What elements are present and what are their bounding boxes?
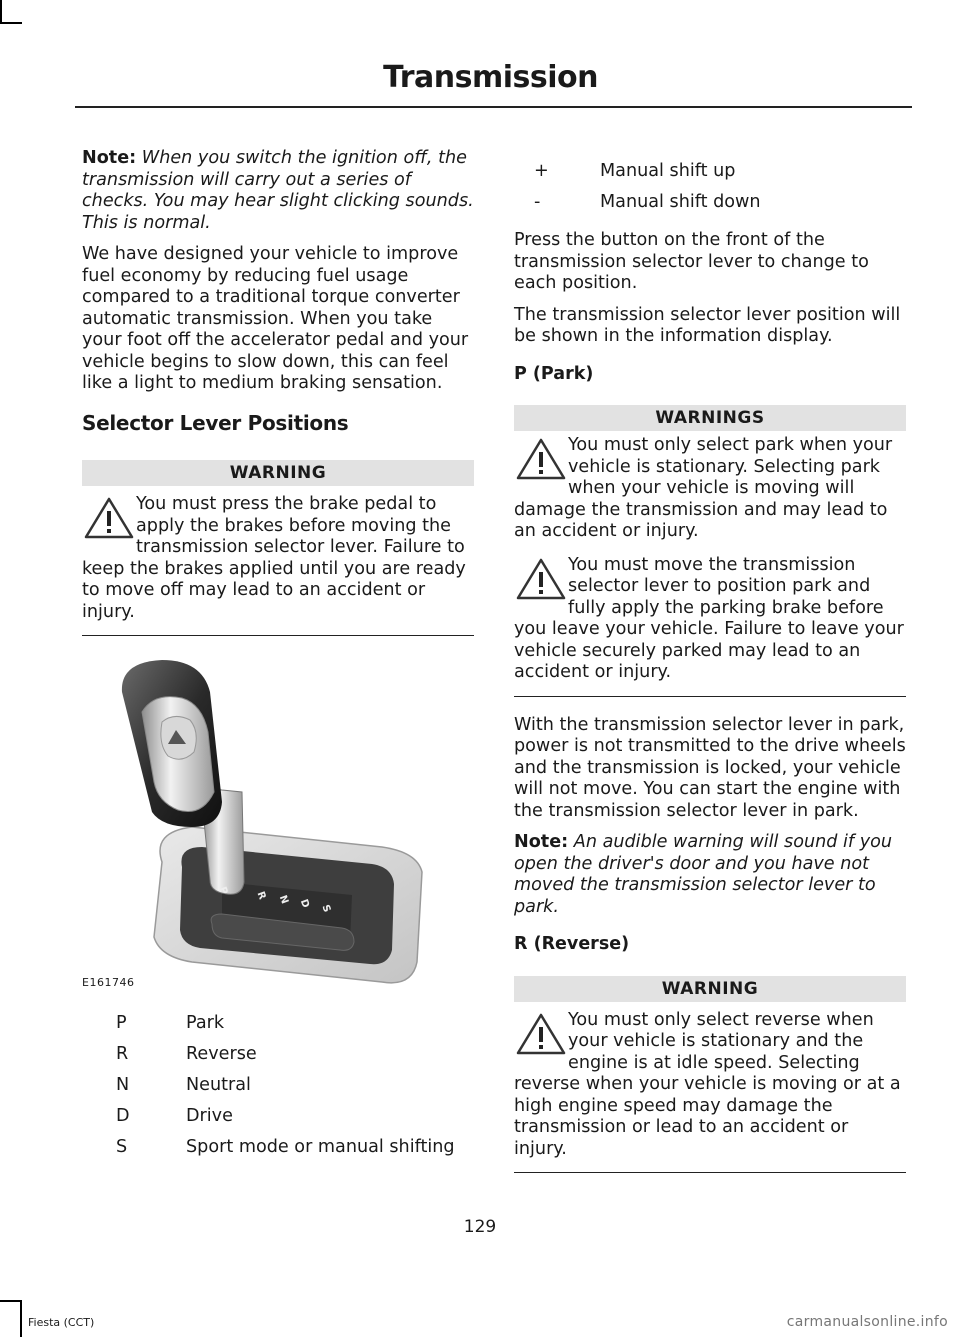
note-paragraph bbox=[82, 148, 474, 234]
figure-caption: E161746 bbox=[82, 976, 135, 989]
warning-block bbox=[514, 1010, 906, 1174]
shift-label: Manual shift down bbox=[600, 191, 761, 212]
page-title: Transmission bbox=[383, 60, 598, 95]
gear-label-r: R bbox=[254, 890, 268, 902]
gear-label-p: P bbox=[216, 885, 230, 896]
warning-text: You must move the transmission selector lever to position park and fully apply the parking brake before you leave your vehicle. Failure to leave your vehicle securely parked may lead to an accident or injury. bbox=[514, 554, 904, 682]
list-item bbox=[116, 1132, 474, 1163]
left-column bbox=[82, 148, 474, 1163]
list-item bbox=[534, 156, 906, 187]
reverse-warning-title: WARNING bbox=[514, 976, 906, 1002]
warning-triangle-icon bbox=[82, 496, 136, 540]
warning-rule bbox=[514, 1172, 906, 1173]
position-key: N bbox=[116, 1074, 130, 1095]
position-label: Neutral bbox=[186, 1074, 251, 1095]
gear-label-s: S bbox=[319, 903, 333, 914]
position-label: Park bbox=[186, 1012, 225, 1033]
crop-mark bbox=[0, 1300, 22, 1302]
note-label: Note: bbox=[82, 148, 137, 168]
intro-paragraph: We have designed your vehicle to improve fuel economy by reducing fuel usage compared to a traditional torque converter automatic transmission. When you take your foot off the accelerator pedal and your vehicle begins to slow down, this can feel like a light to medium braking sensation. bbox=[82, 244, 469, 393]
selector-lever-figure bbox=[82, 652, 474, 998]
warning-rule bbox=[82, 635, 474, 636]
gear-label-n: N bbox=[276, 893, 291, 906]
position-key: D bbox=[116, 1105, 130, 1126]
park-warnings-title: WARNINGS bbox=[514, 405, 906, 431]
right-column bbox=[514, 156, 906, 1173]
warning-rule bbox=[514, 696, 906, 697]
position-key: S bbox=[116, 1136, 128, 1157]
section-heading: Selector Lever Positions bbox=[82, 410, 349, 435]
position-key: R bbox=[116, 1043, 129, 1064]
position-label: Drive bbox=[186, 1105, 233, 1126]
list-item bbox=[116, 1039, 474, 1070]
warning-triangle-icon bbox=[514, 557, 568, 601]
shift-key: + bbox=[534, 160, 549, 181]
warning-title: WARNING bbox=[82, 460, 474, 486]
positions-list bbox=[116, 1008, 474, 1163]
warning-text: You must press the brake pedal to apply the brakes before moving the transmission selector lever. Failure to keep the brakes applied until you are ready to move off may lead to an accident or injury. bbox=[82, 494, 466, 622]
warning-triangle-icon bbox=[514, 437, 568, 481]
header-rule bbox=[75, 106, 912, 108]
display-paragraph: The transmission selector lever position will be shown in the information display. bbox=[514, 304, 901, 346]
shift-list bbox=[534, 156, 906, 218]
position-label: Sport mode or manual shifting bbox=[186, 1136, 455, 1157]
note-paragraph bbox=[514, 832, 906, 918]
list-item bbox=[534, 187, 906, 218]
shift-label: Manual shift up bbox=[600, 160, 736, 181]
position-key: P bbox=[116, 1012, 127, 1033]
park-heading: P (Park) bbox=[514, 363, 594, 384]
watermark: carmanualsonline.info bbox=[786, 1314, 948, 1330]
selector-lever-illustration bbox=[82, 652, 474, 998]
shift-key: - bbox=[534, 191, 541, 212]
warning-text: You must only select reverse when your vehicle is stationary and the engine is at idle speed. Selecting reverse when your vehicle is moving or at a high engine speed may damage the transmission or lead to an accident or injury. bbox=[514, 1009, 901, 1159]
crop-mark bbox=[20, 1300, 22, 1337]
warning-block bbox=[82, 494, 474, 636]
warning-block bbox=[514, 435, 906, 543]
note-text: An audible warning will sound if you open the driver's door and you have not moved the transmission selector lever to park. bbox=[514, 832, 893, 917]
note-text: When you switch the ignition off, the transmission will carry out a series of checks. You may hear slight clicking sounds. This is normal. bbox=[82, 148, 474, 233]
page-number: 129 bbox=[463, 1217, 497, 1237]
list-item bbox=[116, 1008, 474, 1039]
footer-model: Fiesta (CCT) bbox=[28, 1316, 95, 1329]
warning-triangle-icon bbox=[514, 1012, 568, 1056]
park-paragraph: With the transmission selector lever in park, power is not transmitted to the drive wheels and the transmission is locked, your vehicle will not move. You can start the engine with the transmission selector lever in park. bbox=[514, 714, 906, 821]
crop-mark bbox=[0, 0, 2, 22]
list-item bbox=[116, 1070, 474, 1101]
note-label: Note: bbox=[514, 832, 569, 852]
warning-block bbox=[514, 555, 906, 697]
crop-mark bbox=[0, 22, 22, 24]
warning-text: You must only select park when your vehicle is stationary. Selecting park when your vehicle is moving will damage the transmission and may lead to an accident or injury. bbox=[514, 435, 893, 541]
reverse-heading: R (Reverse) bbox=[514, 934, 630, 954]
position-label: Reverse bbox=[186, 1043, 257, 1064]
gear-label-d: D bbox=[297, 897, 311, 910]
list-item bbox=[116, 1101, 474, 1132]
button-paragraph: Press the button on the front of the transmission selector lever to change to each position. bbox=[514, 230, 869, 293]
